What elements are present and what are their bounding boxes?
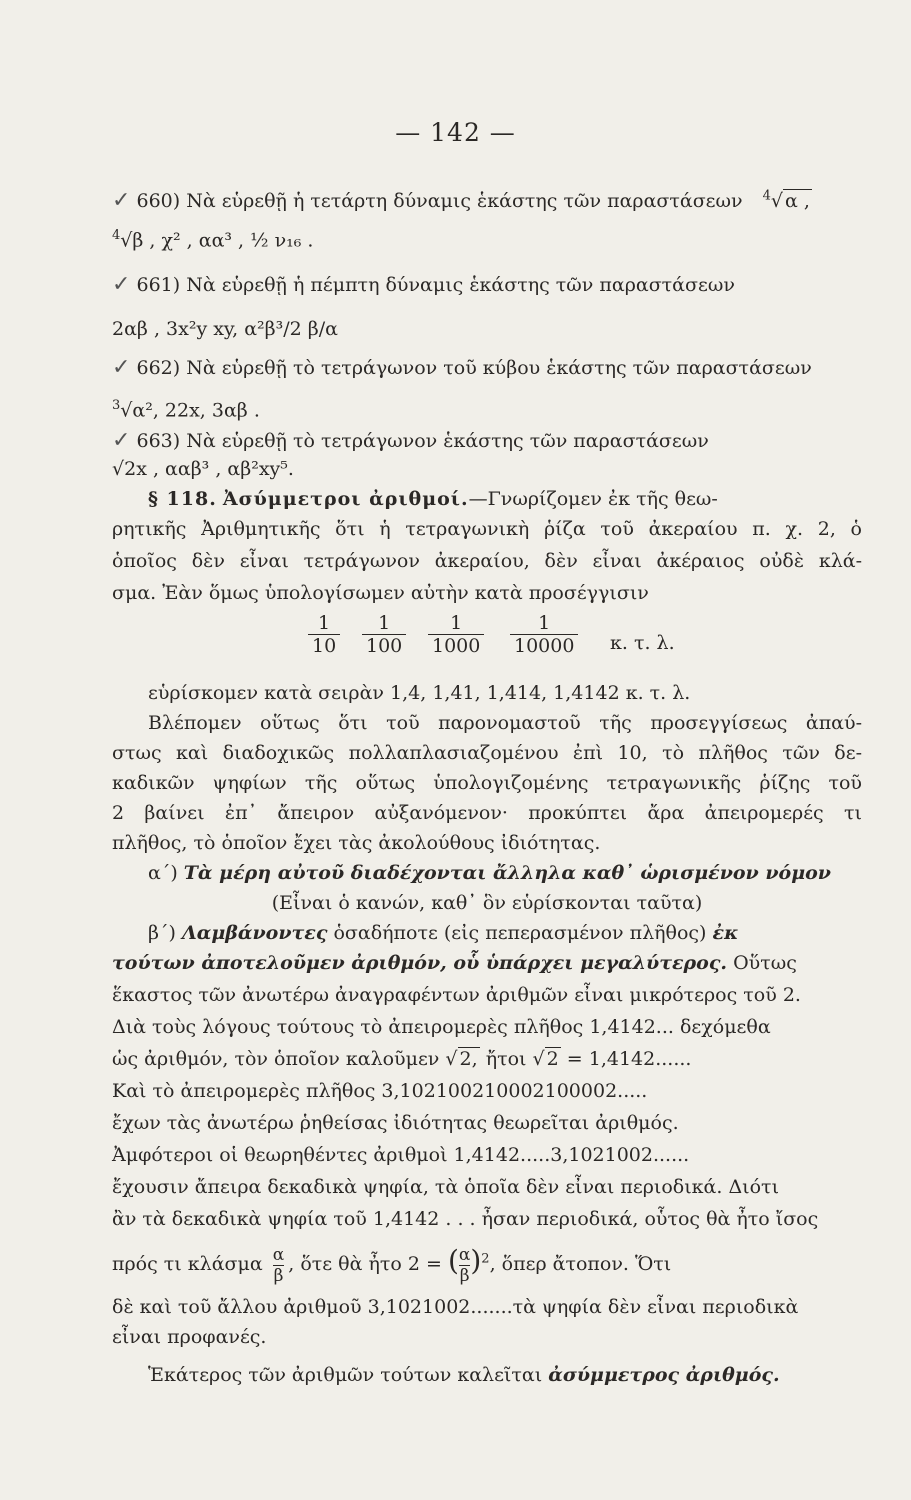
exercise-661-line1: ✓ 661) Νὰ εὑρεθῇ ἡ πέμπτη δύναμις ἑκάστης τῶν παραστάσεων: [112, 272, 735, 297]
para1-line-5: πλῆθος, τὸ ὁποῖον ἔχει τὰς ἀκολούθους ἰδιότητας.: [112, 832, 601, 854]
exercise-662-line1: ✓ 662) Νὰ εὑρεθῇ τὸ τετράγωνον τοῦ κύβου ἑκάστης τῶν παραστάσεων: [112, 355, 812, 380]
both-line: Ἀμφότεροι οἱ θεωρηθέντες ἀριθμοὶ 1,4142.....3,1021002......: [112, 1144, 690, 1166]
property-a-note: (Εἶναι ὁ κανών, καθ᾿ ὃν εὑρίσκονται ταῦτα): [271, 892, 703, 914]
check-mark-icon: ✓: [112, 428, 131, 453]
final-line: Ἑκάτερος τῶν ἀριθμῶν τούτων καλεῖται ἀσύμμετρος ἀριθμός.: [148, 1364, 780, 1386]
section-number: § 118.: [148, 488, 217, 510]
para1-line-4: 2 βαίνει ἐπ᾿ ἄπειρον αὐξανόμενον· προκύπτει ἄρα ἀπειρομερές τι: [112, 802, 862, 824]
check-mark-icon: ✓: [112, 188, 131, 213]
check-mark-icon: ✓: [112, 272, 131, 297]
para2-line-1: ἕκαστος τῶν ἀνωτέρω ἀναγραφέντων ἀριθμῶν εἶναι μικρότερος τοῦ 2.: [112, 984, 801, 1006]
other-number-line: δὲ καὶ τοῦ ἄλλου ἀριθμοῦ 3,1021002.......τὰ ψηφία δὲν εἶναι περιοδικὰ: [112, 1296, 799, 1318]
section-heading: § 118. Ἀσύμμετροι ἀριθμοί.—Γνωρίζομεν ἐκ τῆς θεω-: [148, 488, 718, 510]
section-title: Ἀσύμμετροι ἀριθμοί.: [222, 488, 469, 510]
have-infinite-line: ἔχουσιν ἄπειρα δεκαδικὰ ψηφία, τὰ ὁποῖα δὲν εἶναι περιοδικά. Διότι: [112, 1176, 780, 1198]
if-decimals-line: ἂν τὰ δεκαδικὰ ψηφία τοῦ 1,4142 . . . ἦσαν περιοδικά, οὗτος θὰ ἦτο ἴσος: [112, 1208, 819, 1230]
fraction-a-over-b: $\frac{\alpha}{\beta}$: [272, 1244, 285, 1286]
fraction-4: $\frac{1}{10000}$: [510, 612, 578, 657]
page-number: — 142 —: [395, 118, 516, 147]
fraction-1: $\frac{1}{10}$: [308, 612, 340, 657]
fraction-a-over-b-squared: $\frac{\alpha}{\beta}$: [458, 1244, 471, 1286]
section-line-3: σμα. Ἐὰν ὅμως ὑπολογίσωμεν αὐτὴν κατὰ προσέγγισιν: [112, 582, 649, 604]
having-line: ἔχων τὰς ἀνωτέρω ῥηθείσας ἰδιότητας θεωρεῖται ἀριθμός.: [112, 1112, 679, 1134]
fraction-tail: κ. τ. λ.: [610, 632, 675, 654]
para1-line-3: καδικῶν ψηφίων τῆς οὕτως ὑπολογιζομένης τετραγωνικῆς ῥίζης τοῦ: [112, 772, 862, 794]
approximation-fractions: [300, 612, 750, 676]
section-line-1: ρητικῆς Ἀριθμητικῆς ὅτι ἡ τετραγωνικὴ ῥίζα τοῦ ἀκεραίου π. χ. 2, ὁ: [112, 518, 862, 540]
fraction-3: $\frac{1}{1000}$: [428, 612, 484, 657]
sqrt-definition-line: ὡς ἀριθμόν, τὸν ὁποῖον καλοῦμεν √ 2, ἤτοι √ 2 = 1,4142......: [112, 1048, 692, 1070]
exercise-660-line2: $^4$√β , χ² , αα³ , ½ ν₁₆ .: [112, 228, 314, 252]
fraction-2: $\frac{1}{100}$: [362, 612, 406, 657]
exercise-663-line1: ✓ 663) Νὰ εὑρεθῇ τὸ τετράγωνον ἑκάστης τῶν παραστάσεων: [112, 428, 709, 453]
property-a: α΄) Τὰ μέρη αὐτοῦ διαδέχονται ἄλληλα καθ᾿ ὡρισμένον νόμον: [148, 862, 831, 884]
exercise-663-line2: √2x , ααβ³ , αβ²xy⁵.: [112, 458, 294, 480]
found-line: εὑρίσκομεν κατὰ σειρὰν 1,4, 1,41, 1,414, 1,4142 κ. τ. λ.: [148, 682, 691, 704]
exercise-661-line2: 2αβ , 3x²y xy, α²β³/2 β/α: [112, 318, 339, 340]
exercise-660-line1: ✓ 660) Νὰ εὑρεθῇ ἡ τετάρτη δύναμις ἑκάστης τῶν παραστάσεων $^4$√ α ,: [112, 188, 810, 213]
para1-line-1: Βλέπομεν οὕτως ὅτι τοῦ παρονομαστοῦ τῆς προσεγγίσεως ἀπαύ-: [148, 712, 862, 734]
property-b: β΄) Λαμβάνοντες ὁσαδήποτε (εἰς πεπερασμένον πλῆθος) ἐκ: [148, 922, 739, 944]
obvious-line: εἶναι προφανές.: [112, 1326, 267, 1348]
exercise-662-line2: $^3$√α², 22x, 3αβ .: [112, 398, 260, 422]
check-mark-icon: ✓: [112, 355, 131, 380]
also-line: Καὶ τὸ ἀπειρομερὲς πλῆθος 3,102100210002100002.....: [112, 1080, 648, 1102]
section-line-2: ὁποῖος δὲν εἶναι τετράγωνον ἀκεραίου, δὲν εἶναι ἀκέραιος οὐδὲ κλά-: [112, 550, 862, 572]
property-b-line2: τούτων ἀποτελοῦμεν ἀριθμόν, οὗ ὑπάρχει μεγαλύτερος. Οὕτως: [112, 952, 797, 974]
fraction-argument-line: πρός τι κλάσμα $\frac{\alpha}{\beta}$ , ὅτε θὰ ἦτο 2 = ( $\frac{\alpha}{\beta}$ )$^2$, ὅπερ ἄτοπον. Ὅτι: [112, 1244, 672, 1286]
para2-line-2: Διὰ τοὺς λόγους τούτους τὸ ἀπειρομερὲς πλῆθος 1,4142... δεχόμεθα: [112, 1016, 771, 1038]
para1-line-2: στως καὶ διαδοχικῶς πολλαπλασιαζομένου ἐπὶ 10, τὸ πλῆθος τῶν δε-: [112, 742, 862, 764]
